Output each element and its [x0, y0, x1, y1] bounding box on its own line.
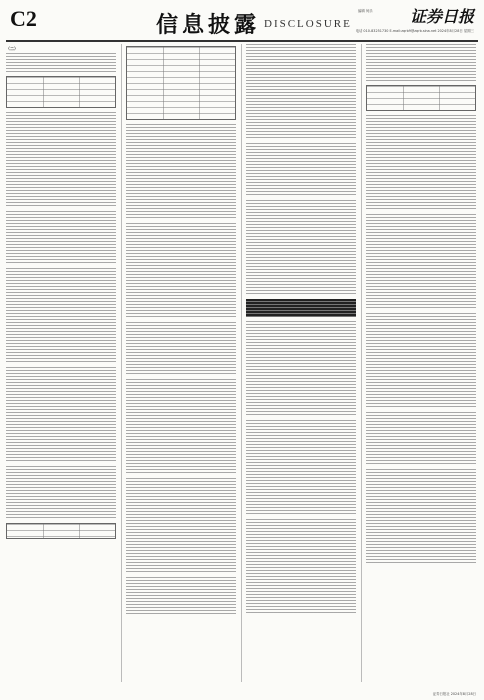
- text-paragraph: [6, 268, 116, 364]
- masthead: [6, 4, 478, 42]
- text-paragraph: [246, 321, 356, 417]
- text-paragraph: [246, 200, 356, 296]
- text-paragraph: [246, 143, 356, 197]
- text-paragraph: [366, 313, 476, 409]
- data-table: [6, 76, 116, 108]
- text-paragraph: [366, 115, 476, 211]
- text-paragraph: [246, 420, 356, 516]
- text-paragraph: [6, 466, 116, 520]
- page-number: C2: [10, 6, 37, 31]
- section-title-english: DISCLOSURE: [264, 18, 352, 30]
- text-paragraph: [126, 478, 236, 574]
- column-divider: [361, 44, 362, 682]
- data-table: [6, 523, 116, 539]
- column-divider: [241, 44, 242, 682]
- text-paragraph: [126, 577, 236, 615]
- article-body: [6, 44, 478, 682]
- text-paragraph: [126, 379, 236, 475]
- data-table: [126, 46, 236, 120]
- text-paragraph: [246, 44, 356, 140]
- text-paragraph: [366, 412, 476, 466]
- text-column-2: [126, 44, 236, 682]
- text-paragraph: [6, 211, 116, 265]
- text-paragraph: [6, 112, 116, 208]
- text-paragraph: [246, 519, 356, 615]
- editor-info: 编辑 何乐: [358, 9, 373, 13]
- footer-signature: 证券日报社 2024年8月28日: [432, 692, 476, 696]
- column-divider: [121, 44, 122, 682]
- text-column-4: [366, 44, 476, 682]
- text-paragraph: [6, 53, 116, 73]
- section-title: 信息披露: [156, 12, 261, 38]
- section-heading: （二）: [6, 46, 18, 51]
- text-paragraph: [126, 124, 236, 220]
- text-paragraph: [366, 469, 476, 565]
- text-column-3: [246, 44, 356, 682]
- text-paragraph: [126, 322, 236, 376]
- contact-date-line: 电话 010-83251730 E-mail:zqrb9@zqrb.sina.net 2024年8月28日 星期三: [355, 29, 474, 33]
- data-table: [366, 85, 476, 111]
- text-paragraph: [366, 214, 476, 310]
- text-column-1: [6, 44, 116, 682]
- text-paragraph: [6, 367, 116, 463]
- highlighted-notice: [246, 299, 356, 317]
- text-paragraph: [366, 44, 476, 82]
- text-paragraph: [126, 223, 236, 319]
- newspaper-logo: 证券日报: [409, 7, 474, 26]
